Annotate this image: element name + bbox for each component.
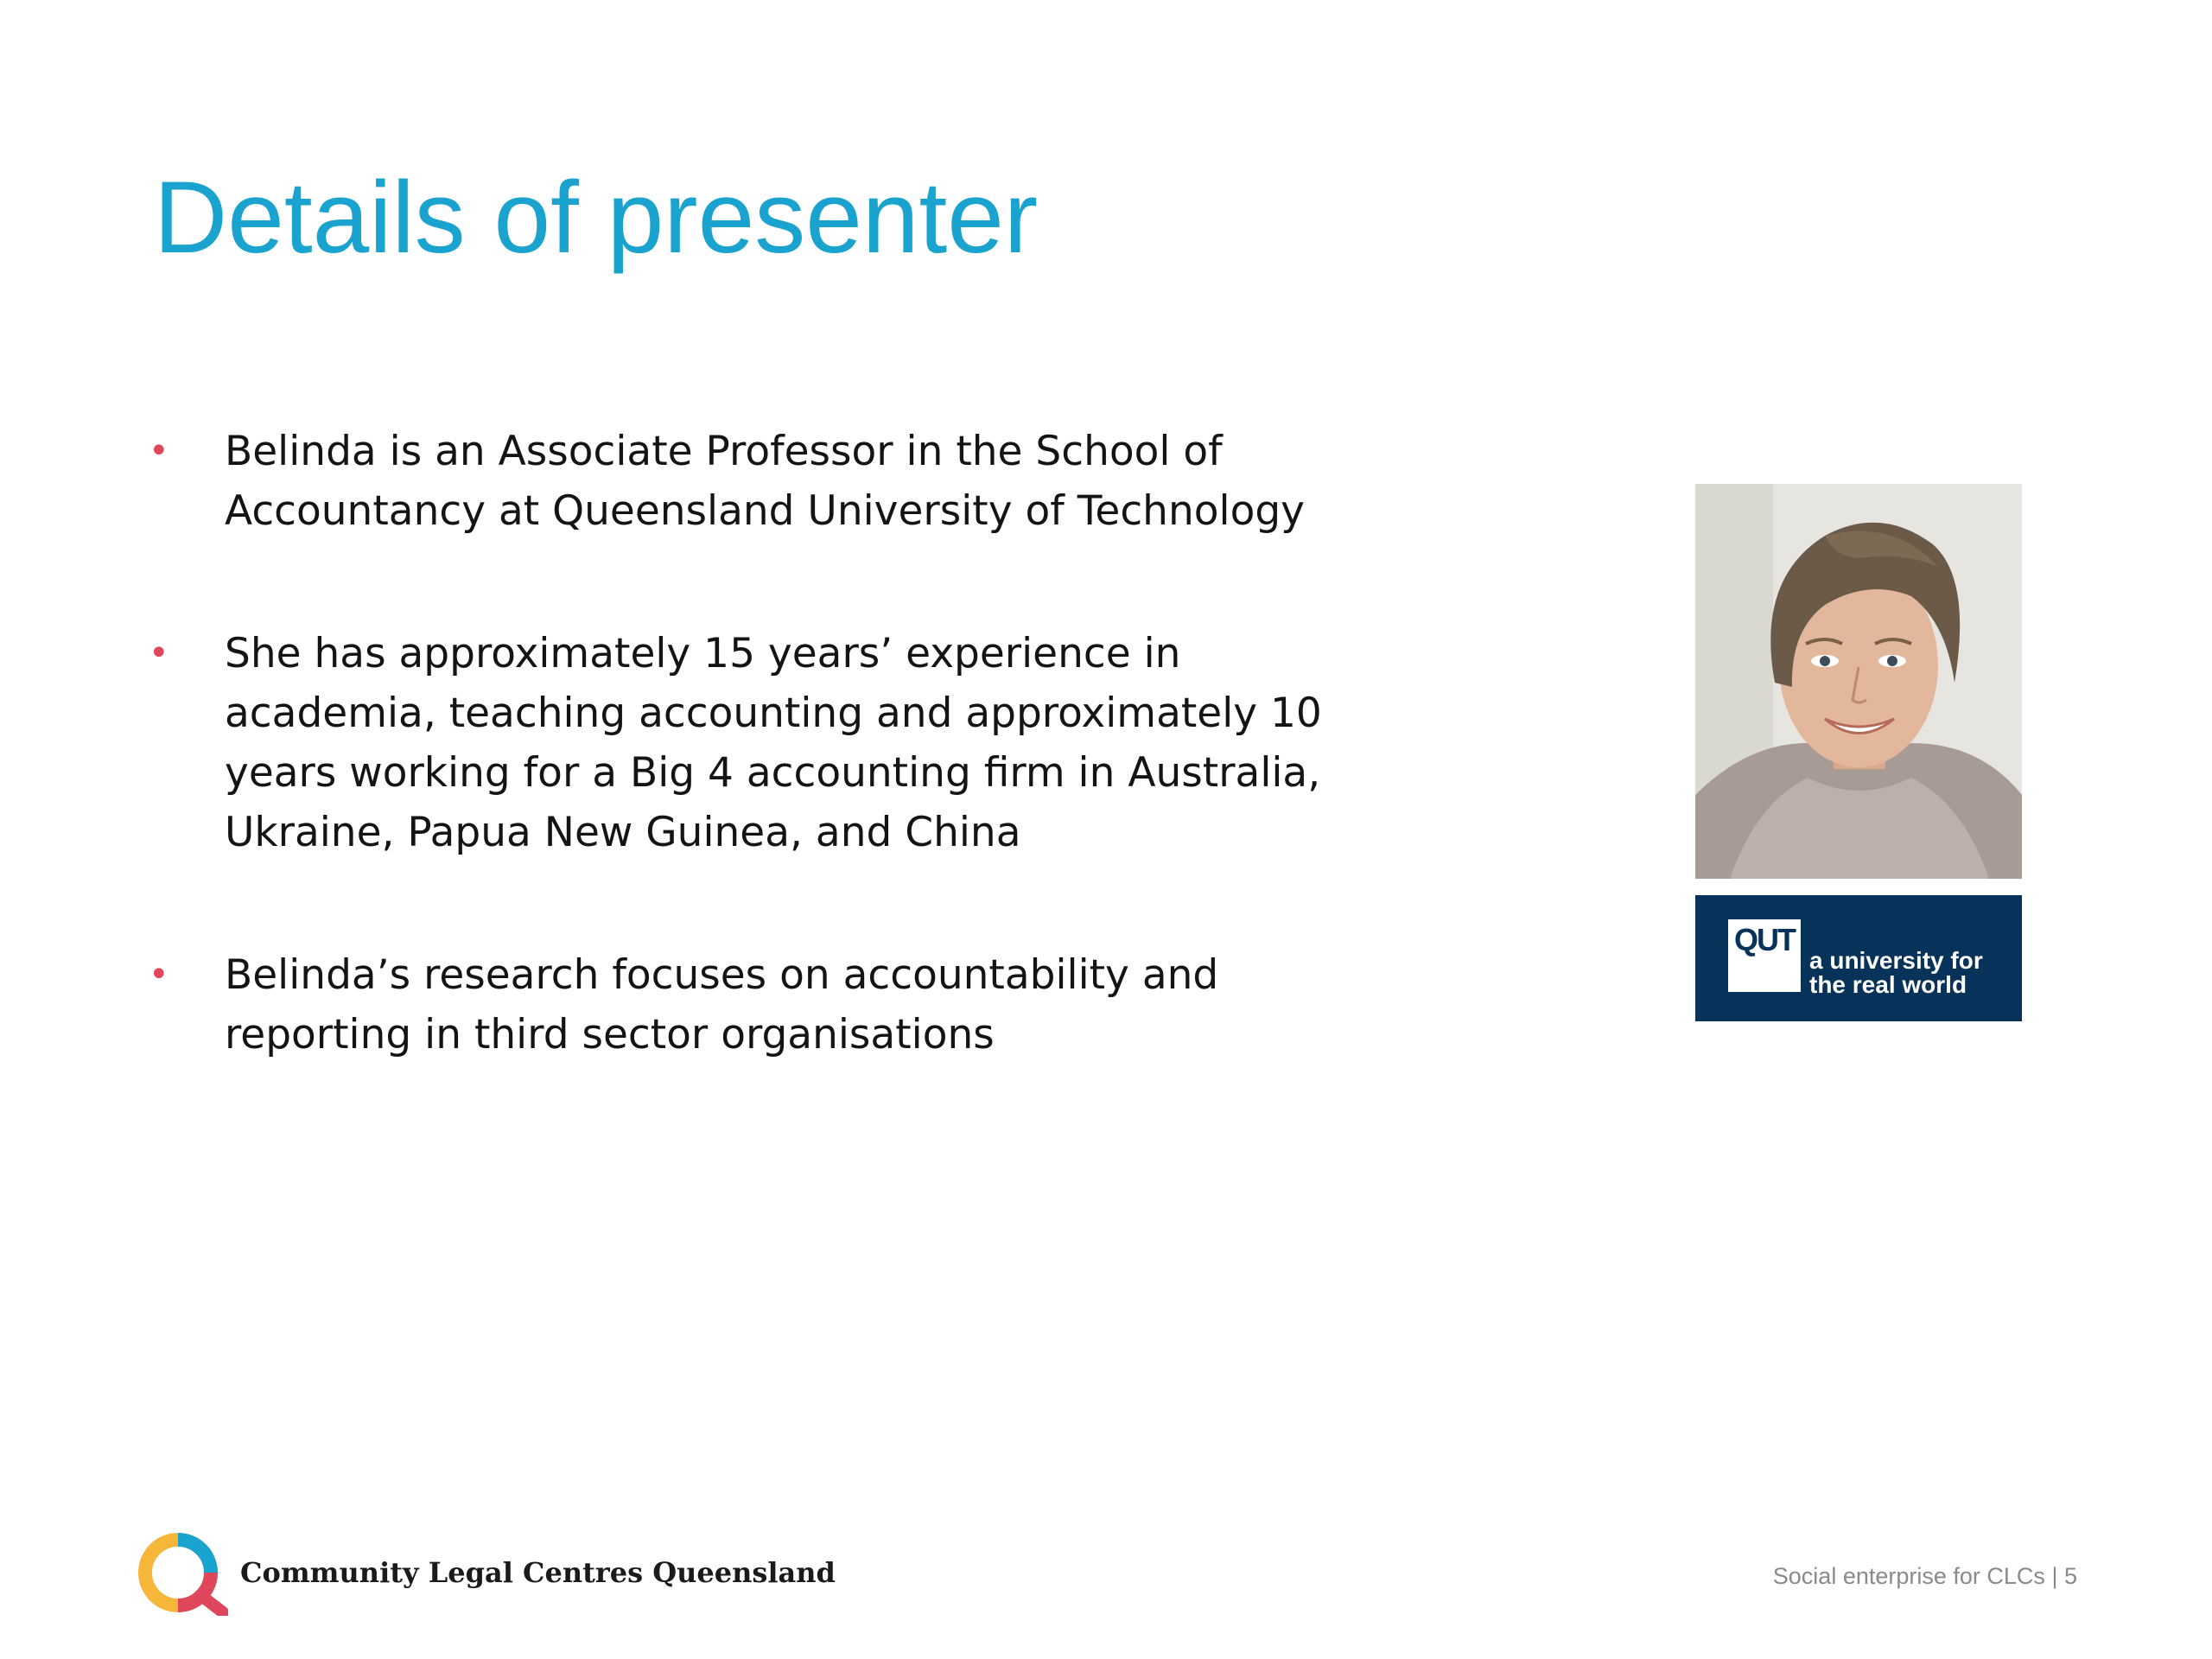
bullet-text: She has approximately 15 years’ experience in academia, teaching accounting and approximately 10 years working for a Big 4 accounting firm in Australia, Ukraine, Papua New Guinea, and China xyxy=(225,630,1322,856)
qut-tagline-line1: a university for xyxy=(1809,947,1983,974)
footer-page-number: 5 xyxy=(2063,1563,2077,1589)
footer-organisation: Community Legal Centres Queensland xyxy=(240,1556,836,1589)
footer-deck-title: Social enterprise for CLCs xyxy=(1772,1563,2045,1589)
presenter-photo xyxy=(1695,484,2022,879)
qut-logo xyxy=(1695,895,2022,1021)
bullet-text: Belinda’s research focuses on accountability and reporting in third sector organisations xyxy=(225,951,1219,1058)
qut-mark-text: QUT xyxy=(1734,922,1795,957)
bullet-marker: • xyxy=(149,431,169,471)
bullet-marker: • xyxy=(149,955,169,995)
qut-mark xyxy=(1728,919,1801,992)
bullet-item xyxy=(145,624,1355,862)
qut-tagline-line2: the real world xyxy=(1809,971,1967,998)
bullet-list xyxy=(145,422,1355,1147)
footer-separator: | xyxy=(2051,1563,2058,1589)
presenter-portrait-icon xyxy=(1695,484,2022,879)
bullet-marker: • xyxy=(149,633,169,673)
clcq-ring-logo-icon xyxy=(133,1529,228,1616)
footer-page-info xyxy=(1773,1560,2077,1592)
bullet-item xyxy=(145,422,1355,541)
slide-title: Details of presenter xyxy=(154,161,1039,275)
bullet-item xyxy=(145,945,1355,1065)
bullet-text: Belinda is an Associate Professor in the School of Accountancy at Queensland University of Technology xyxy=(225,428,1305,535)
qut-tagline xyxy=(1809,949,1983,997)
